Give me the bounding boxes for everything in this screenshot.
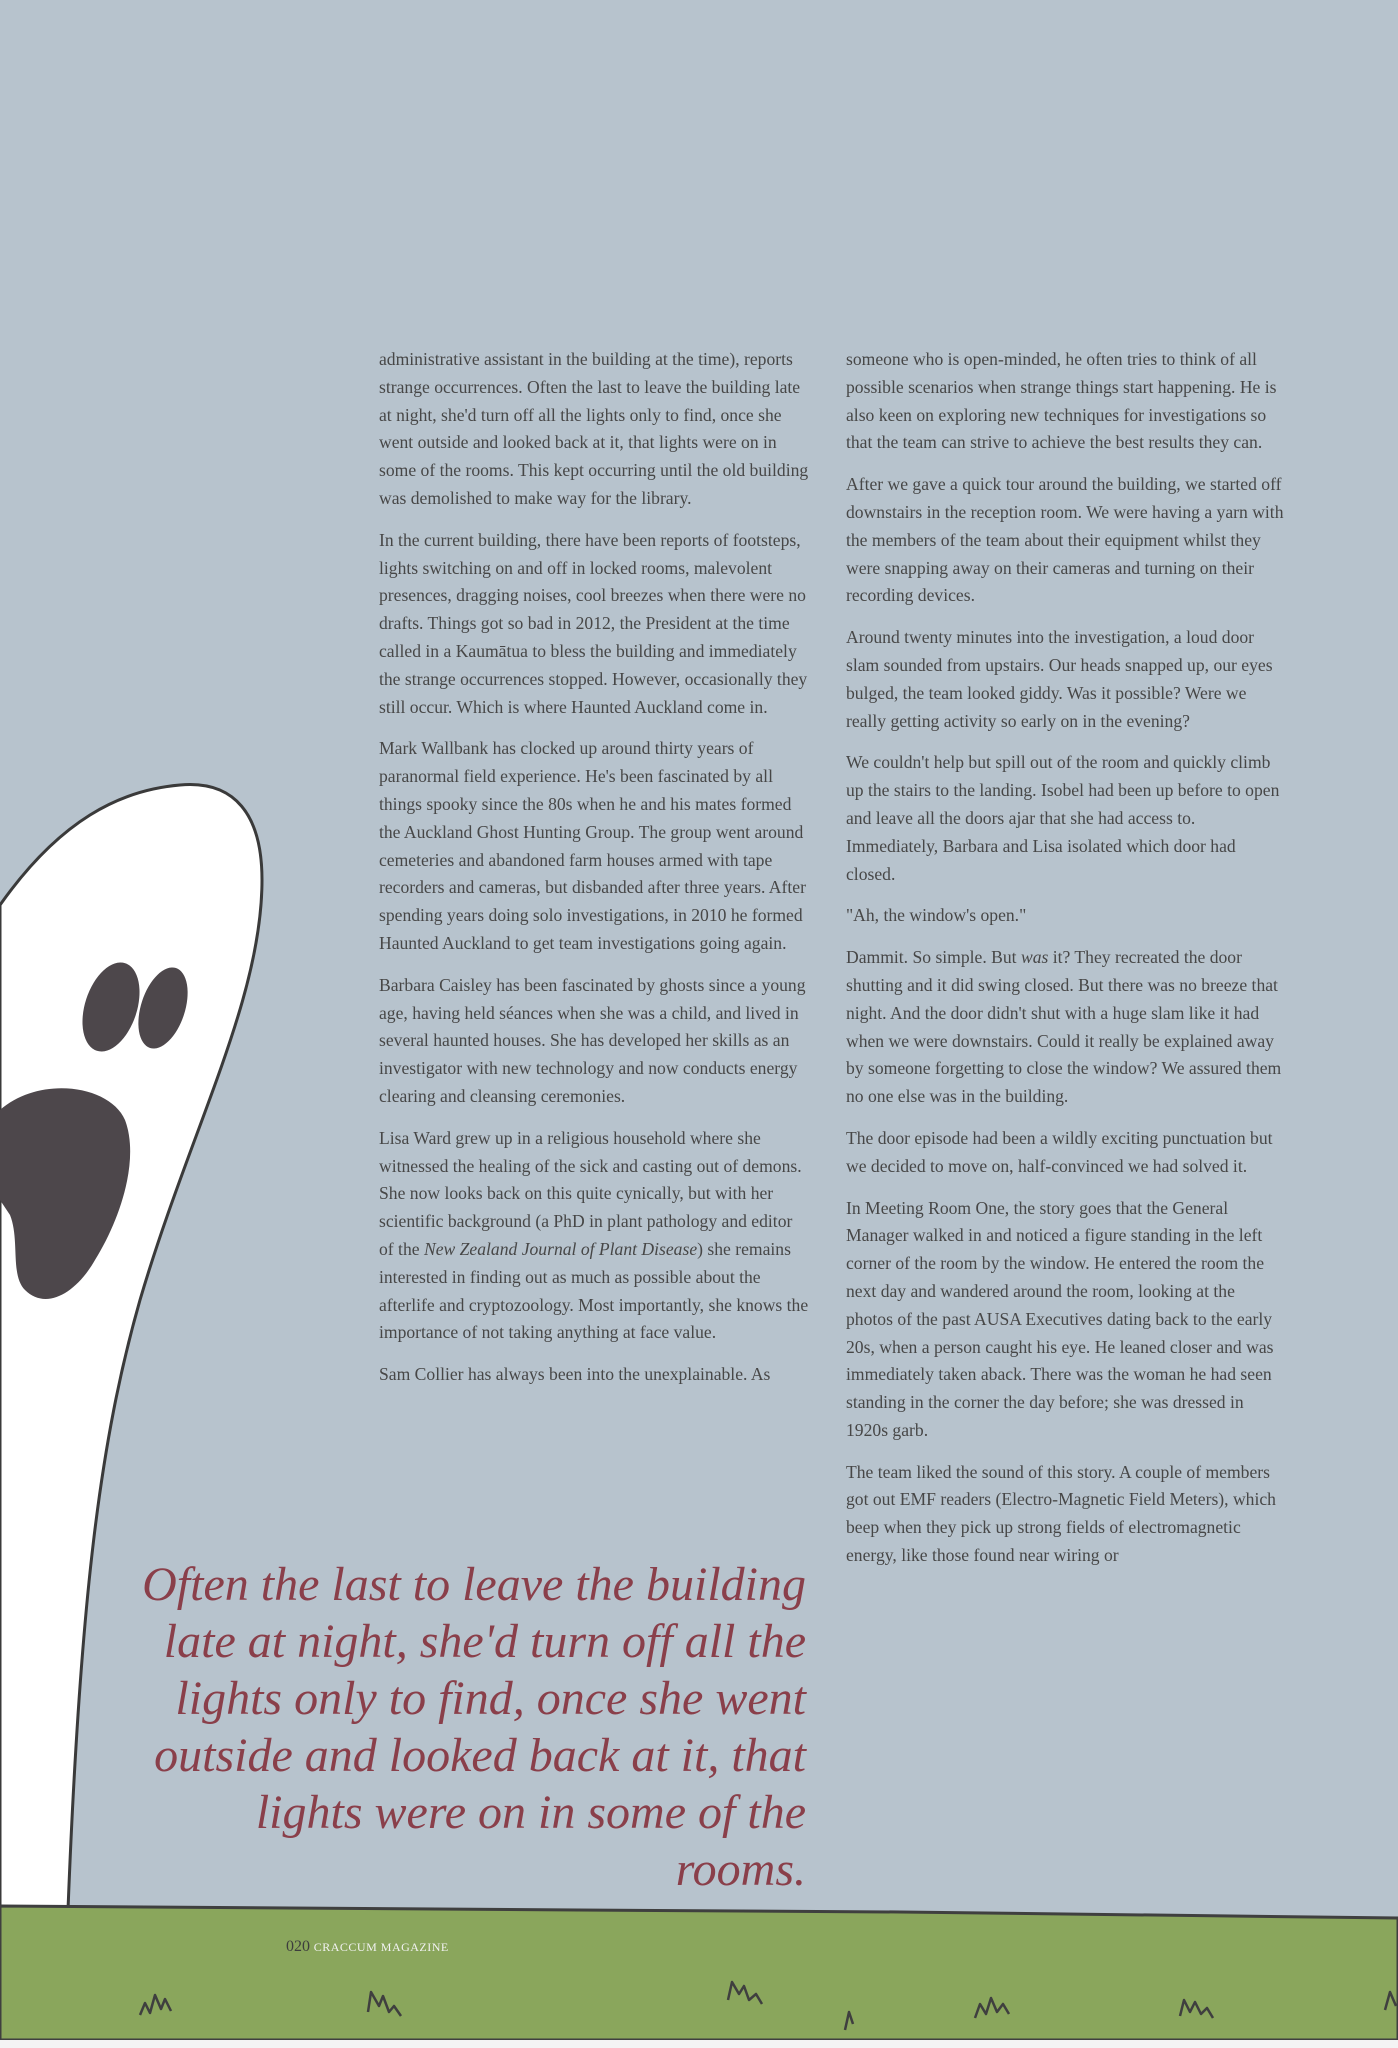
text-span: ) she remains interested in finding out as much as possible about the afterlife and cryptozoology. Most importantly, she knows the importance of not taking anything at face value. <box>379 1238 809 1343</box>
article-column-right <box>846 346 1286 1584</box>
emphasis-was: was <box>1020 947 1049 968</box>
page-bottom-edge <box>0 2040 1398 2048</box>
paragraph-14: In Meeting Room One, the story goes that the General Manager walked in and noticed a figure standing in the left corner of the room by the window. He entered the room the next day and wandered around the room, looking at the photos of the past AUSA Executives dating back to the early 20s, when a person caught his eye. He leaned closer and was immediately taken aback. There was the woman he had seen standing in the corner the day before; she was dressed in 1920s garb. <box>846 1197 1274 1440</box>
paragraph-8: After we gave a quick tour around the building, we started off downstairs in the reception room. We were having a yarn with the members of the team about their equipment whilst they were snapping away on their cameras and turning on their recording devices. <box>846 474 1284 606</box>
paragraph-1: administrative assistant in the building at the time), reports strange occurrences. Often the last to leave the building late at night, she'd turn off all the lights only to find, once she went outside and looked back at it, that lights were on in some of the rooms. This kept occurring until the old building was demolished to make way for the library. <box>379 349 809 508</box>
paragraph-2: In the current building, there have been reports of footsteps, lights switching on and off in locked rooms, malevolent presences, dragging noises, cool breezes when there were no drafts. Things got so bad in 2012, the President at the time called in a Kaumātua to bless the building and immediately the strange occurrences stopped. However, occasionally they still occur. Which is where Haunted Auckland come in. <box>379 529 808 717</box>
pull-quote: Often the last to leave the building late at night, she'd turn off all the lights only to find, once she went outside and looked back at it, that lights were on in some of the rooms. <box>142 1558 806 1896</box>
journal-title: New Zealand Journal of Plant Disease <box>423 1238 698 1259</box>
paragraph-11: "Ah, the window's open." <box>846 905 1027 926</box>
magazine-name: CRACCUM MAGAZINE <box>313 1940 449 1954</box>
paragraph-5 <box>379 1125 809 1347</box>
paragraph-10: We couldn't help but spill out of the room and quickly climb up the stairs to the landing. Isobel had been up before to open and leave all the doors ajar that she had access to. Immediately, Barbara and Lisa isolated which door had closed. <box>846 752 1280 884</box>
text-span: Lisa Ward grew up in a religious household where she witnessed the healing of the sick and casting out of demons. She now looks back on this quite cynically, but with her scientific background (a PhD in plant pathology and editor of the <box>379 1127 802 1259</box>
page-number: 020 <box>286 1938 310 1955</box>
text-span: it? They recreated the door shutting and it did swing closed. But there was no breeze that night. And the door didn't shut with a huge slam like it had when we were downstairs. Could it really be explained away by someone forgetting to close the window? We assured them no one else was in the building. <box>846 947 1282 1107</box>
paragraph-9: Around twenty minutes into the investigation, a loud door slam sounded from upstairs. Our heads snapped up, our eyes bulged, the team looked giddy. Was it possible? Were we really getting activity so early on in the evening? <box>846 627 1273 731</box>
article-column-left <box>379 346 809 1403</box>
paragraph-6: Sam Collier has always been into the unexplainable. As <box>379 1364 771 1385</box>
paragraph-3: Mark Wallbank has clocked up around thirty years of paranormal field experience. He's been fascinated by all things spooky since the 80s when he and his mates formed the Auckland Ghost Hunting Group. The group went around cemeteries and abandoned farm houses armed with tape recorders and cameras, but disbanded after three years. After spending years doing solo investigations, in 2010 he formed Haunted Auckland to get team investigations going again. <box>379 738 806 953</box>
paragraph-4: Barbara Caisley has been fascinated by ghosts since a young age, having held séances when she was a child, and lived in several haunted houses. She has developed her skills as an investigator with new technology and now conducts energy clearing and cleansing ceremonies. <box>379 974 806 1106</box>
paragraph-15: The team liked the sound of this story. A couple of members got out EMF readers (Electro-Magnetic Field Meters), which beep when they pick up strong fields of electromagnetic energy, like those found near wiring or <box>846 1461 1276 1566</box>
paragraph-7: someone who is open-minded, he often tries to think of all possible scenarios when strange things start happening. He is also keen on exploring new techniques for investigations so that the team can strive to achieve the best results they can. <box>846 349 1277 453</box>
grass-strip <box>0 1906 1398 2040</box>
text-span: Dammit. So simple. But <box>846 947 1021 968</box>
paragraph-12 <box>846 944 1286 1111</box>
paragraph-13: The door episode had been a wildly exciting punctuation but we decided to move on, half-convinced we had solved it. <box>846 1127 1273 1176</box>
page-footer <box>286 1938 449 1956</box>
